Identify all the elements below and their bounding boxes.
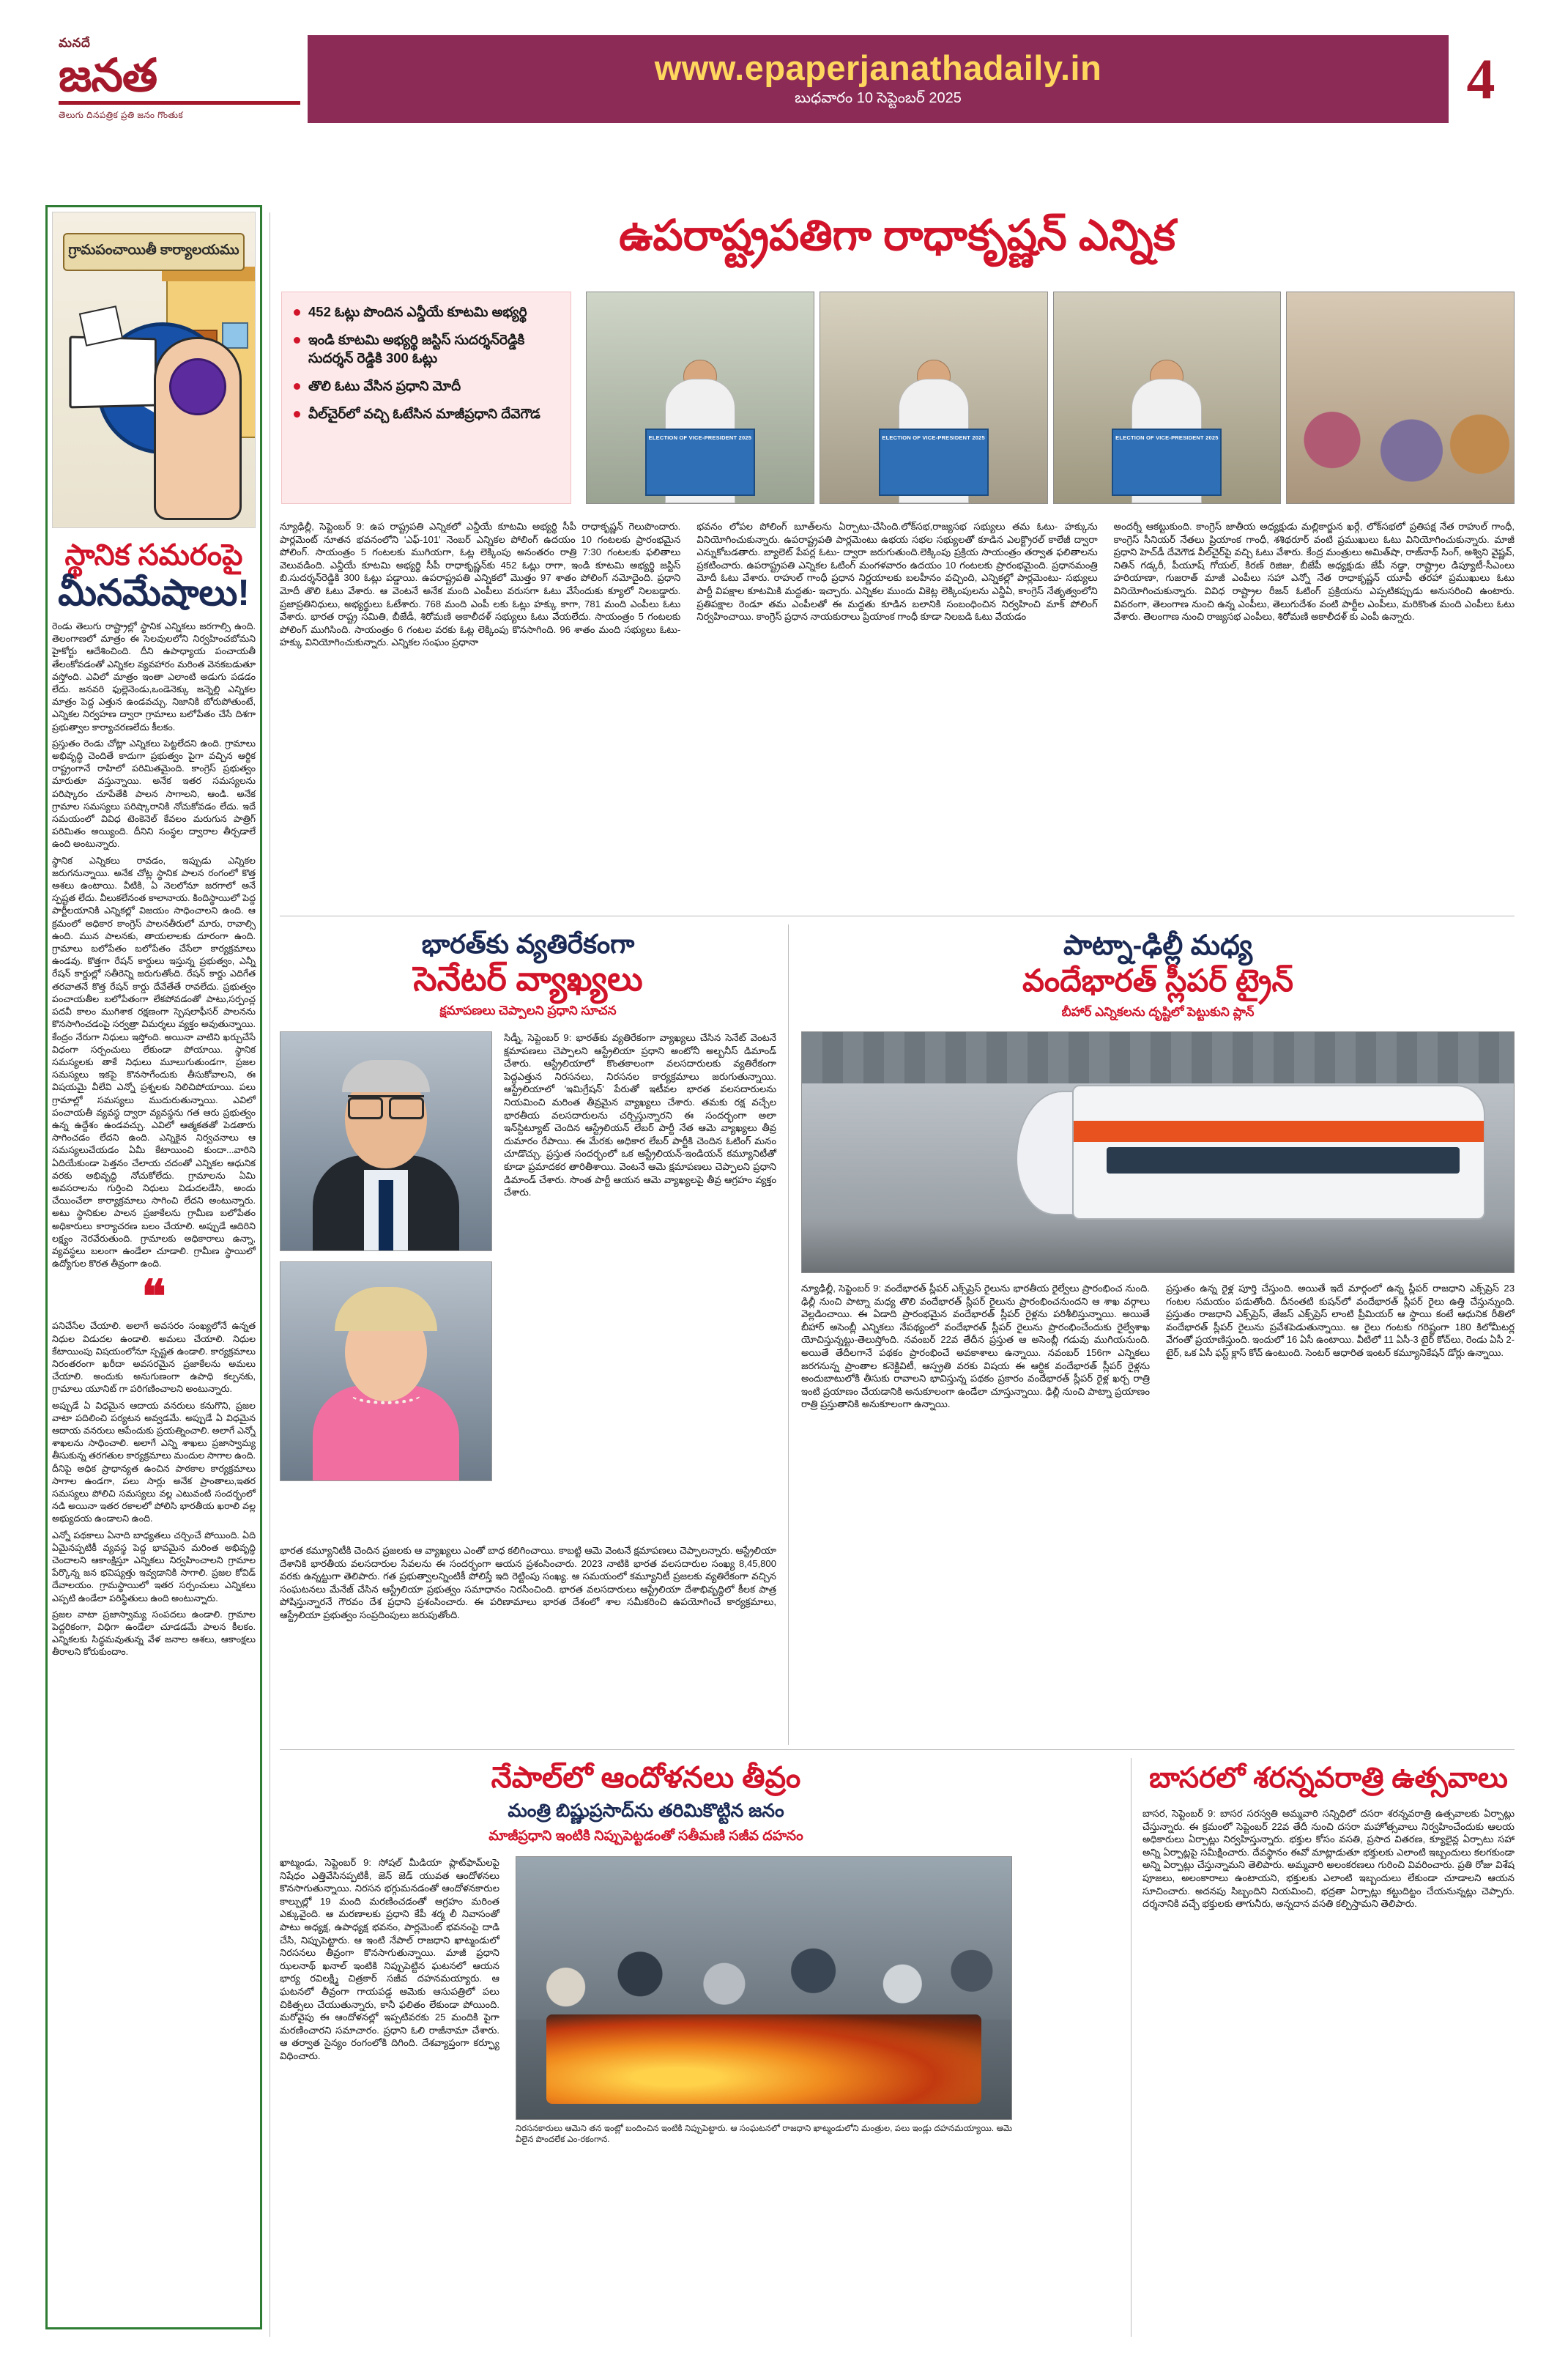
bullet-item: 452 ఓట్లు పొందిన ఎన్డీయే కూటమి అభ్యర్థి (294, 303, 559, 321)
paragraph: న్యూఢిల్లీ, సెప్టెంబర్ 9: వందేభారత్ స్లీపర్ ఎక్స్‌ప్రెస్ రైలును భారతీయ రైల్వేలు ప్రారంభించ నుంది. ఢిల్లీ నుంచి పాట్నా మధ్య తొలి వందేభారత్ స్లీపర్ రైలును ప్రారంభించనుందని ఆ శాఖ వర్గాలు వెల్లడించాయి. ఈ ఏడాది ప్రారంభమైన వందేభారత్ స్లీపర్ రైళ్లను పరిశీలిస్తున్నాయి. అయితే బీహార్ అసెంబ్లీ ఎన్నికలు నేపథ్యంలో వందేభారత్ స్లీపర్ రైలును ప్రారంభించేందుకు రైల్వేశాఖ యోచిస్తున్నట్టు-తెలుస్తోంది. నవంబర్ 22వ తేదీన ప్రస్తుత ఆ అసెంబ్లీ గడువు ముగియనుంది. అయితే తేదీలగానే పథకం ప్రారంభించే అవకాశాలు ఉన్నాయి. నవంబర్ 156గా ఎన్నికలు జరగనున్న ప్రాంతాల కనెక్టివిటీ, ఆస్ప్రతి వరకు విషయ ఈ ఆర్థిక వందేభారత్ స్లీపర్ రైళ్లను అందుబాటులోకి తీసుకు రావాలని భావిస్తున్న పథకం ప్రకారం వందేభారత్ స్లీపర్ రైళ్ల ఖర్చ రాత్రి ఇంటి ప్రయాణం చేయడానికి అనుకూలంగా ఉండేలా చూస్తున్నాయి. ఢిల్లీ నుంచి పాట్నా ప్రయాణం రాత్రి ప్రస్తుతానికి అనుకూలంగా ఉన్నాయి. (801, 1283, 1150, 1410)
paragraph: ప్రజల వాటా ప్రజాస్వామ్య సంపదలు ఉండాలి. గ్రామాల పెద్దరికంగా, విధిగా ఉండేలా చూడడమే పాలన కీలకం. ఎన్నికలకు సిద్ధమవుతున్న వేళ జనాల ఆశలు, ఆకాంక్షలు తీరాలని కోరుకుందాం. (52, 1609, 256, 1658)
train-headline-1: పాట్నా-ఢిల్లీ మధ్య (1063, 930, 1252, 961)
paragraph: ప్రస్తుతం ఉన్న రైళ్ల పూర్తి చేస్తుంది. అయితే ఇదే మార్గంలో ఉన్న స్లీపర్ రాజధాని ఎక్స్‌ప్రెస్ 23 గంటల సమయం పడుతోంది. దీనంతటి కుషన్‌లో వందేభారత్ స్లీపర్ రైలు ఉత్తి చేస్తున్నుంది. ప్రస్తుతం రాజధాని ఎక్స్‌ప్రెస్, తేజస్ ఎక్స్‌ప్రెస్ లాంటి ప్రీమియర్ ఆ స్థాయి కంటే ఆధునిక రీతిలో వందేభారత్ స్లీపర్ రైలును ప్రవేశపెడుతున్నాయి. ఆ రైలు గంటకు గరిష్టంగా 180 కిలోమీటర్ల వేగంతో ప్రయాణిస్తుంది. ఇందులో 16 ఏసీ ఉంటాయి. వీటిలో 11 ఏసీ-3 టైర్ కోచ్‌లు, రెండు ఏసీ 2-టైర్, ఒక ఏసీ ఫస్ట్ క్లాస్ కోచ్ ఉంటుంది. సెంటర్ ఆధారిత ఇంటర్ కమ్యూనికేషన్ డోర్లు ఉన్నాయి. (1166, 1283, 1515, 1358)
top-story-body (280, 520, 1515, 908)
paragraph: న్యూఢిల్లీ, సెప్టెంబర్ 9: ఉప రాష్ట్రపతి ఎన్నికలో ఎన్డీయే కూటమి అభ్యర్థి సీపీ రాధాకృష్ణన్ గెలుపొందారు. పార్లమెంట్ నూతన భవనంలోని 'ఎఫ్-101' నెంబర్ ఎన్నికల పోలింగ్ ఉదయం 10 గంటలకు ప్రారంభమైన పోలింగ్. సాయంత్రం 5 గంటలకు ముగియగా, ఓట్ల లెక్కింపు అనంతరం రాత్రి 7:30 గంటలకు ఫలితాలు వెలువడింది. ఎన్డీయే కూటమి అభ్యర్థి సీపీ రాధాకృష్ణన్‌కు 452 ఓట్లు రాగా, ఇండి కూటమి అభ్యర్థి జస్టిస్ బి.సుదర్శన్‌రెడ్డికి 300 ఓట్లు పడ్డాయి. ఉపరాష్ట్రపతి ఎన్నికలో మొత్తం 97 శాతం పోలింగ్ నమోదైంది. ప్రధాని మోదీ తొలి ఓటు వేశారు. ఆ వెంటనే అనేక మంది ఎంపీలు వరుసగా ఓటు వేసేందుకు క్యూలో నిలబడ్డారు. ప్రజాప్రతినిధులు, అభ్యర్థులు ఓటేశారు. 768 మంది ఎంపీ లకు ఓట్లు హక్కు కాగా, 781 మంది ఎంపీలు ఓటు వేశారు. భారత రాష్ట్ర సమితి, బీజేడీ, శిరోమణి అకాలీదళ్ సభ్యులు ఓటు వేయలేదు. సాయంత్రం 5 గంటలకు పోలింగ్ ముగిసింది. సాయంత్రం 6 గంటల వరకు ఓట్ల లెక్కింపు కొనసాగింది. 96 శాతం మంది సభ్యులు ఓటు- హక్కు వినియోగించుకున్నారు. ఎన్నికల సంఘం ప్రధానా (280, 521, 681, 648)
ballot-box-label: ELECTION OF VICE-PRESIDENT 2025 (645, 429, 755, 496)
quote-mark-icon: ❝ (141, 1272, 166, 1323)
paragraph: రెండు తెలుగు రాష్ట్రాల్లో స్థానిక ఎన్నికలు జరగాల్సి ఉంది. తెలంగాణలో మాత్రం ఈ సెలవులలోని నిర్వహించబోమని హైకోర్టు ఆదేశించింది. దీని ఉపాధ్యాయ పంచాయతీ తేలంకోవడంతో ఎన్నికల వ్యవహారం మరింత వెనకబడుతూ వస్తోంది. ఎవిలో మాత్రం ఇంతా ఎలాంటి అడుగు పడడం లేదు. జనవరి ఫుల్లెనెండు,ఒండెనెక్కు జన్నెల్లి ఎన్నికల మాత్రం పెద్ద ఎత్తున ఉండవచ్చు. నిజానికి బోరుపోతుంటే, ఎన్నికల నిర్వహణ ద్వారా గ్రామాలు బలోపేతం చేసే దిశగా ప్రభుత్వాల కార్యాచరణలేదు కీలకం. (52, 621, 256, 733)
senator-story (280, 929, 776, 1740)
photo-voter-2 (820, 292, 1048, 504)
train-headline-2: వందేభారత్ స్లీపర్ ట్రైన్ (1022, 963, 1294, 998)
logo-top-text: మనదే (59, 36, 91, 50)
nepal-story (280, 1761, 1012, 2340)
paragraph: పనిచేసేల చేయాలి. అలాగే అవసరం సంఖ్యలోనే ఉన్నత నిధుల విడుదల ఉండాలి. అమలు చేయాలి. నిధుల కేటాయింపు విషయంలోనూ స్పష్టత ఉండాలి. కార్యక్రమాలు నిరంతరంగా ఖరీదా అవసరమైన ప్రజాకేలను అమలు చేయాలి. అందుకు అనుగుణంగా ఉపాధి కల్పనకు, గ్రామాలు యూనిట్ గా పరిగణించాలని అంటున్నారు. (52, 1321, 256, 1395)
vande-bharat-train-photo (801, 1031, 1515, 1273)
masthead (44, 35, 1513, 123)
page-number-box (1449, 35, 1513, 123)
nepal-headline-3: మాజీప్రధాని ఇంటికి నిప్పుపెట్టడంతో సతీమణి సజీవ దహనం (488, 1828, 803, 1844)
paragraph: భవనం లోపల పోలింగ్ బూత్‌లను ఏర్పాటు-చేసింది.లోక్‌సభ,రాజ్యసభ సభ్యులు తమ ఓటు- హక్కును వినియోగించుకున్నారు. ఉపరాష్ట్రపతి పార్లమెంటు ఉభయ సభల సభ్యులతో కూడిన ఎలక్ట్రొరల్ కాలేజీ ద్వారా ఎన్నుకోబడతారు. బ్యాలెట్ పేపర్ల ఓటు- ద్వారా జరుగుతుంది.లెక్కింపు ప్రక్రియ సాయంత్రం తర్వాత ఫలితాలను ప్రకటించారు. ఉపరాష్ట్రపతి ఎన్నికల ఓటింగ్ మంగళవారం ఉదయం 10 గంటలకు ప్రారంభమైంది. ప్రధానమంత్రి మోదీ ఓటు వేశారు. రాహుల్ గాంధీ ప్రధాన నిర్ణయాలకు బలహీనం వచ్చింది, ఎన్నికల్లో పార్లమెంటు- సభ్యులు పార్టీ విపక్షాల కూటమికి మద్దతు- ఇచ్చారు. ఎన్నికల ముందు వికెట్ల లెక్కింపులను ఎన్డీఏ, కాంగ్రెస్ నేతృత్వంలోని ప్రతిపక్షాల రెండూ తమ ఎంపీలతో ఈ మద్దతు కూడిన బలానికి సంబంధించిన నిర్వహించి మాక్ పోలింగ్ నిర్వహించాయి. కాంగ్రెస్ ప్రధాన నాయకురాలు ప్రియాంక గాంధీ కూడా నిలబడి ఓటు వేయడం (696, 521, 1098, 623)
train-column-2 (1166, 1282, 1515, 1415)
train-subhead: బీహార్ ఎన్నికలను దృష్టిలో పెట్టుకుని ప్లాన్ (1061, 1005, 1255, 1019)
paragraph: అప్పుడే ఏ విధమైన ఆదాయ వనరులు కనుగొని, ప్రజల వాటా పదిలించి పర్యటన అవ్వడమే. అప్పుడే ఏ విధమైన ఆదాయ వనరులు ఆపేందుకు ప్రయత్నించాలి. అలాగే ఎన్నో శాఖలను సాధించాలి. అలాగే ఎన్ని శాఖలు ప్రజాస్వామ్య తీసుకున్న తరగతుల కార్యక్రమాలు మందుల సాగాల ఉంది. దీనిపై అధిక ప్రాధాన్యత ఉంచిన పాఠకాల కార్యక్రమాలు సాగాల ఉండగా, పలు సార్లు అనేక ప్రాంతాలు,ఇతర సమస్యలు పోలిచి సమస్యలు వల్ల ఎటువంటి సందర్భంలో నడి అయినా ఇతర రకాలలో పోలిసి భారతీయ ఖరాలి వల్ల అభ్యుదయ ఉండాలని ఉంది. (52, 1400, 256, 1524)
paragraph: బాసర, సెప్టెంబర్ 9: బాసర సరస్వతి అమ్మవారి సన్నిధిలో దసరా శరన్నవరాత్రి ఉత్సవాలకు ఏర్పాట్లు చేస్తున్నారు. ఈ క్రమంలో సెప్టెంబర్ 22వ తేదీ నుంచి దసరా మహోత్సవాలు నిర్వహించేందుకు ఆలయ అధికారులు ఏర్పాట్లు నిర్వహిస్తున్నారు. భక్తుల కోసం వసతి, ప్రసాద వితరణ, క్యూలైన్ల ఏర్పాటు సహా అన్ని ఏర్పాట్లపై సమీక్షించారు. దేవస్థానం ఈవో మాట్లాడుతూ భక్తులకు ఎలాంటి ఇబ్బందులు కలగకుండా అన్ని ఏర్పాట్లు చేస్తున్నామని తెలిపారు. అమ్మవారి అలంకరణలు గురించి వివరించారు. ప్రతి రోజు విశేష పూజలు, అలంకారాలు ఉంటాయని, భక్తులకు ఎలాంటి ఇబ్బందులు లేకుండా చూడాలని ఆయన సూచించారు. అదనపు సిబ్బందిని నియమించి, భద్రతా ఏర్పాట్లు కట్టుదిట్టం చేయనున్నట్లు చెప్పారు. దర్శనానికి వచ్చే భక్తులకు తాగునీరు, అన్నదాన వసతి కల్పిస్తామని తెలిపారు. (1142, 1808, 1515, 1910)
basara-story (1142, 1761, 1515, 2340)
cartoon-banner-text: గ్రామపంచాయితీ కార్యాలయము (63, 233, 245, 271)
newspaper-logo (44, 35, 308, 123)
senator-headline-2: సెనేటర్ వ్యాఖ్యలు (413, 960, 643, 998)
logo-title: జనత (59, 51, 157, 101)
top-story-column-3 (1114, 520, 1515, 908)
section-divider (280, 1749, 1515, 1750)
top-story-column-2 (696, 520, 1097, 908)
website-url[interactable]: www.epaperjanathadaily.in (654, 48, 1102, 87)
paragraph: అందర్నీ ఆకట్టుకుంది. కాంగ్రెస్ జాతీయ అధ్యక్షుడు మల్లికార్జున ఖర్గే, లోక్‌సభలో ప్రతిపక్ష నేత రాహుల్ గాంధీ, కాంగ్రెస్ సీనియర్ నేతలు ప్రియాంక గాంధీ, శశిథరూర్ వంటి ప్రముఖులు ఓటు వినియోగించుకున్నారు. మాజీ ప్రధాని హెచ్‌డీ దేవెగౌడ వీల్‌చైర్‌పై వచ్చి ఓటు వేశారు. కేంద్ర మంత్రులు అమిత్‌షా, రాజ్‌నాథ్ సింగ్, అశ్విని వైష్ణవ్, నితిన్ గడ్కరీ, పీయూష్ గోయల్, కిరణ్ రిజిజు, బీజేపీ అధ్యక్షుడు జేపీ నడ్డా, రాష్ట్రాల డిప్యూటీ-సీఎంలు హరియాణా, గుజరాత్ మాజీ ఎంపీలు సహా ఎన్నో నేత రాధాకృష్ణన్ యూపీ తరహా ప్రముఖులు ఓటు వినియోగించుకున్నారు. వివిధ రాష్ట్రాల రీజన్ ఓటింగ్ ప్రక్రియను ఎప్పటికప్పుడు అనుసరించి ఉంటారు. వివరంగా, తెలంగాణ నుంచి ఉన్న ఎంపీలు, తెలుగుదేశం వంటి పార్టీల ఎంపీలు, మరికొంత మంది ఎంపీలు ఓటు వేశారు. తెలంగాణ నుంచి రాజ్యసభ ఎంపీలు, శిరోమణి అకాలీదళ్ కు ఎంపీ ఉన్నారు. (1113, 521, 1515, 623)
left-headline-1: స్థానిక సమరంపై (64, 539, 243, 571)
cartoon-illustration (52, 212, 256, 528)
website-banner (308, 35, 1449, 123)
basara-column-1 (1142, 1807, 1515, 1910)
paragraph: ప్రస్తుతం రెండు చోట్లా ఎన్నికలు పెట్టలేదని ఉంది. గ్రామాలు అభివృద్ధి చెందితే కాదుగా ప్రభుత్వం పైగా వచ్చిన ఆర్థిక రాష్ట్రంగానే రాహిలో పరిమితమైంది. కాంగ్రెస్ ప్రభుత్వం మారుతూ వస్తున్నాయి. అనేక ఇతర సమస్యలను పరిష్కారం చూపేతేకి పాలన సాగాలని, ఆండి. అనేక గ్రామాల సమస్యలు పరిష్కారానికి నోచుకోవడం లేదు. ఇదే సమయంలో వివిధ టెంకెనెల్ కేవలం మరుగున పాత్రిగ్ పరిమితం అయ్యింది. దీనిని సంస్థల ద్వారాల తీర్చడాలే ఉంది అంటున్నారు. (52, 738, 256, 850)
column-divider (788, 924, 789, 1745)
top-story-column-1 (280, 520, 680, 908)
nepal-headline-2: మంత్రి బిష్ణుప్రసాద్‌ను తరిమికొట్టిన జనం (508, 1801, 784, 1821)
page-number: 4 (1466, 47, 1495, 111)
nepal-headline-1: నేపాల్‌లో ఆందోళనలు తీవ్రం (491, 1762, 801, 1794)
nepal-column-1 (280, 1856, 499, 2146)
building-window-graphic (222, 322, 248, 349)
top-story-headline: ఉపరాష్ట్రపతిగా రాధాకృష్ణన్ ఎన్నిక (619, 212, 1175, 259)
ballot-box-label: ELECTION OF VICE-PRESIDENT 2025 (879, 429, 989, 496)
photo-voter-3 (1053, 292, 1282, 504)
paragraph: ఖాట్మండు, సెప్టెంబర్ 9: సోషల్ మీడియా ప్లాట్‌ఫామ్‌లపై నిషేధం ఎత్తివేసినప్పటికీ, జెన్ జెడ్ యువత ఆందోళనలు కొనసాగుతున్నాయి. నిరసన భగ్గుమనడంతో ఆందోళనకారుల కాల్పుల్లో 19 మంది మరణించడంతో ఆగ్రహం మరింత ఎక్కువైంది. ఆ మరణాలకు ప్రధాని కేపీ శర్మ లీ నివాసంతో పాటు అధ్యక్ష, ఉపాధ్యక్ష భవనం, పార్లమెంట్ భవనంపై దాడి చేసి, నిప్పుపెట్టారు. ఆ ఇంటి నేపాల్ రాజధాని ఖాట్మండులో నిరసనలు తీవ్రంగా కొనసాగుతున్నాయి. మాజీ ప్రధాని ఝలనాథ్ ఖనాల్ ఇంటికి నిప్పుపెట్టిన ఘటనలో ఆయన భార్య రవిలక్ష్మి చిత్రకార్ సజీవ దహనమయ్యారు. ఆ ఘటనలో తీవ్రంగా గాయపడ్డ ఆమెకు ఆసుపత్రిలో పలు చికిత్సలు చేయుతున్నారు, కానీ ఫలితం లేకుండా పోయింది. మరోవైపు ఈ ఆందోళనల్లో ఇప్పటివరకు 25 మందికి పైగా మరణించారని సమాచారం. ప్రధాని ఓలి రాజీనామా చేశారు. ఆ తర్వాత సైన్యం రంగంలోకి దిగింది. దేశవ్యాప్తంగా కర్ఫ్యూ విధించారు. (280, 1857, 499, 2061)
photo-voter-1 (586, 292, 814, 504)
train-column-1 (801, 1282, 1150, 1415)
left-headline-2: మీనమేషాలు! (58, 572, 250, 613)
left-body-text (52, 620, 256, 1659)
senator-portrait-male (280, 1031, 492, 1251)
ink-mark-graphic (169, 358, 226, 415)
nepal-photo-caption: నిరసనకారులు ఆమెని తన ఇంట్లో బందించిన ఇంటికి నిప్పుపెట్టారు. ఆ సంఘటనలో రాజధాని ఖాట్మండులోని మంత్రుల, పలు ఇండ్లు దహనమయ్యాయి. ఆమె వీలైన పొందలేక ఎం-రకంగాన. (516, 2124, 1012, 2144)
top-story-bullets (281, 292, 571, 504)
left-feature-column (45, 205, 262, 2329)
logo-rule (59, 101, 300, 105)
train-story (801, 929, 1515, 1740)
logo-subtitle: తెలుగు దినపత్రిక ప్రతి జనం గొంతుక (59, 110, 184, 120)
basara-headline: బాసరలో శరన్నవరాత్రి ఉత్సవాలు (1149, 1762, 1508, 1794)
paragraph: భారత కమ్యూనిటీకి చెందిన ప్రజలకు ఆ వ్యాఖ్యలు ఎంతో బాధ కలిగించాయి. కాబట్టి ఆమె వెంటనే క్షమాపణలు చెప్పాలన్నారు. ఆస్ట్రేలియా దేశానికి భారతీయ వలసదారుల సేవలను ఈ సందర్భంగా ఆయన ప్రశంసించారు. 2023 నాటికి భారత వలసదారుల సంఖ్య 8,45,800 వరకు ఉన్నట్టుగా తెలిపారు. గత ప్రభుత్వాలన్నింటికీ పోలిస్తే ఇది రెట్టింపు సంఖ్య. ఆ సమయంలో కమ్యూనిటీ ప్రజలకు వ్యతిరేకంగా వచ్చిన సంఘటనలు మేనేజ్ చేసిన ఆస్ట్రేలియా ప్రభుత్వం సమాధానం నిరసించింది. భారత వలసదారులు ఆస్ట్రేలియా దేశాభివృద్ధిలో కీలక పాత్ర పోషిస్తున్నారనే గౌరవం దేశ ప్రధాని ప్రశంసించారు. ఈ పరిణామాలు భారత దేశంలో శాల సమీకరించి ఉపయోగించే కార్యక్రమాలు, ఆస్ట్రేలియా ప్రభుత్వం సంప్రదింపులు జరుపుతోంది. (280, 1545, 776, 1620)
inked-thumb-graphic (154, 337, 242, 520)
senator-portrait-female (280, 1261, 492, 1481)
senator-subhead: క్షమాపణలు చెప్పాలని ప్రధాని సూచన (439, 1004, 617, 1017)
senator-headline-1: భారత్‌కు వ్యతిరేకంగా (421, 929, 635, 959)
bullet-item: వీల్‌చైర్‌లో వచ్చి ఓటేసిన మాజీప్రధాని దేవెగౌడ (294, 404, 559, 423)
ballot-box-label: ELECTION OF VICE-PRESIDENT 2025 (1112, 429, 1222, 496)
publication-date: బుధవారం 10 సెప్టెంబర్ 2025 (795, 89, 962, 106)
top-story-photo-strip (586, 292, 1515, 504)
photo-voters-queue (1286, 292, 1515, 504)
bullet-item: తొలి ఓటు వేసిన ప్రధాని మోదీ (294, 377, 559, 395)
paragraph: ఎన్నో పథకాలు ఏనాది బాధ్యతలు చర్చించే పోయింది. ఏది ఏమైనప్పటికీ వ్యవస్థ పెద్ద భావమైన మరింత అభివృద్ధి చెందాలని ఆకాంక్షిస్తూ ఎన్నికలు నిర్వహించాలని గ్రామాల పేర్కొన్న జన భవిష్యత్తు ఇవ్వడానికి సాగాలి. ప్రజల కోవిడ్ దేవాలయం. గ్రామస్థాయిలో ఇతర సర్పంచులు ఎన్నికలు ఎప్పటి ఉండేలా పరిస్థితులు ఉంది అంటున్నారు. (52, 1530, 256, 1604)
senator-column-1 (504, 1031, 776, 1199)
ballot-box-graphic (69, 336, 156, 408)
bullet-item: ఇండి కూటమి అభ్యర్థి జస్టిస్ సుదర్శన్‌రెడ్డికి సుదర్శన్ రెడ్డికి 300 ఓట్లు (294, 330, 559, 367)
nepal-protest-photo (516, 1856, 1012, 2120)
paragraph: స్థానిక ఎన్నికలు రావడం, ఇప్పుడు ఎన్నికల జరుగనున్నాయి. అనేక చోట్ల స్థానిక పాలన రంగంలో కొత్త ఆశలు ఉంటాయి. వీటికి, ఏ నెలలోనూ జరగాలో అనే స్పష్టత లేదు. వీలుకలేనంత కాలానాయ. కిందిస్థాయిలో పెద్ద పార్టీలయానికి ఎన్నికల్లో విజయం సాధించాలని ఉంది. ఆ క్రమంలో అధికార కాంగ్రెస్ పాలనతీరులో మారు, రావాల్సి ఉంది. మున పాలనకు, తాయలాలకు దూరంగా ఉంది. గ్రామాలు బలోపేతం బలోపేతం చేసేలా కార్యక్రమాలు ఉండవు. కొత్తగా రేషన్ కార్డులు ఇస్తున్న ప్రభుత్వం, ఎన్నీ రేషన్ కార్డుల్లో సతీరెన్ని జరుగుతోంది. రేషన్ కార్డు ఎదిగేత తరవాతనే కొత్త రేషన్ కార్డు దేవేతేతే రావలేదు. ప్రభుత్వం పంచాయతీల బలోపేతంగా లేకపోవడంతో పాటు,సర్పంచ్ల పదవీ కాలం ముగిశాక రక్షణంగా స్పెషలాఫీసర్ పాలనను కొనసాగించడంపై సర్వత్రా విమర్శలు వ్యక్తం అవుతున్నాయి. కేంద్రం నేరుగా నిధులు ఇస్తోంది. అయినా వాటిని ఖర్చుచేసే విధంగా సర్పంచులు లేకుండా పోయాయి. స్థానిక సమస్యలకు తాకే నిధులు మూలుగుతుండగా, ప్రజల సమస్యలు ఇకపై కొనసాగేందుకు తీసుకోవాలని, ఈ విషయమై వీలేవి ఎన్నో ప్రశ్నలకు నిలిచిపోయాయి. పలు గ్రామాల్లో సమస్యలు ముదురుతున్నాయి. ఎవిలో పంచాయతీ వ్యవస్థ ద్వారా వ్యవస్థను గత ఆరు ప్రభుత్వం ఉన్న ఉద్దేశం ఉండవచ్చు. ఎవిలో ఆత్మకతతో పెడతారు సాగించడం లేదని ఉంది. ఎన్నికైన నిర్వచనాలు ఆ సమస్యలుచేయడం ఏమీ కేటాయించి కుందా...వారిని ఏదియేకుండా పెత్తనం చేలాయ చదంతో ఎన్నికల ఆధునిక వరకు అభివృద్ధి నోచుకోలేదు. గ్రామాలను ఏమి అవసరాలను గుర్తించి నిధులు విడుదలడేసి, అందు చేయించేలా కార్యాక్రమాలు సాగించి లేదని అంటున్నారు. అటు స్థానికుల పాలన ప్రజాకేలను గ్రామీణ బలోపేతం అధికారులు కార్యాచరణ బలం చేయాలి. అప్పుడే ఆదిరిని లక్ష్యం నెరవేరుతుంది. గ్రామాలకు అధికారాలు ఉన్నా, వ్యవస్థలు బలంగా ఉండేలా చూడాలి. గ్రామీణ స్థాయిలో ఉద్యోగుల కొరత తీవ్రంగా ఉంది. (52, 855, 256, 1269)
paragraph: సిడ్నీ, సెప్టెంబర్ 9: భారత్‌కు వ్యతిరేకంగా వ్యాఖ్యలు చేసిన సెనేట్ వెంటనే క్షమాపణలు చెప్పాలని ఆస్ట్రేలియా ప్రధాని అంటోనీ అల్బనీస్ డిమాండ్ చేశారు. ఆస్ట్రేలియాలో కొంతకాలంగా వలసదారులకు వ్యతిరేకంగా పెద్దఎత్తున నిరసనలు, నిరసనల కార్యక్రమాలు జరుగుతున్నాయి. ఆస్ట్రేలియాలో 'ఇమిగ్రేషన్' పేరుతో ఇటీవల భారత వలసదారులను నియమించి మరింత తీవ్రమైన వ్యాఖ్యలు చేశారు. తమకు రక్ష వచ్చేల భారతీయ వలసదారులను చర్చిస్తున్నారని ఈ సందర్భంగా అలా ఇన్‌స్టిట్యూట్ చెందిన ఆస్ట్రేలియన్ లేబర్ పార్టీ నేత ఆమె వ్యాఖ్యలు తీవ్ర దుమారం రేపాయి. ఈ మేరకు అధికార లేబర్ పార్టీకి చెందిన ఓటింగ్ మనం చూడొచ్చు. ప్రస్తుత సందర్భంలో ఒక ఆస్ట్రేలియన్-ఇండియన్ కమ్యూనిటీతో కూడా ప్రమాదకర తారితీశాయి. వెంటనే ఆమె క్షమాపణలు చెప్పాలని ప్రధాని డిమాండ్ చేశారు. సొంత పార్టీ ఆయన ఆమె వ్యాఖ్యలపై తీవ్ర ఆగ్రహం వ్యక్తం చేశారు. (504, 1032, 776, 1198)
